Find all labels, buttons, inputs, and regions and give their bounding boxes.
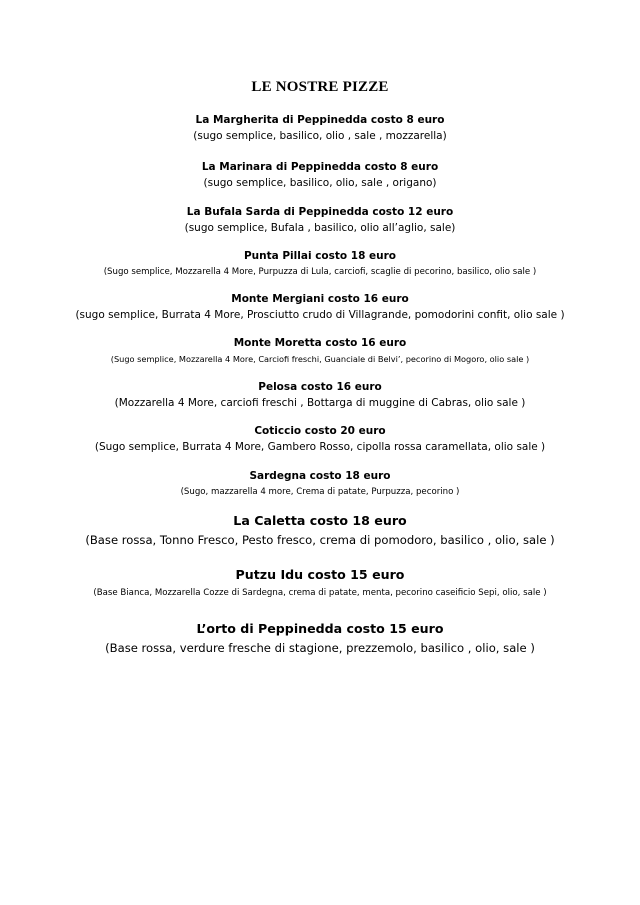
pizza-ingredients: (sugo semplice, Bufala , basilico, olio all’aglio, sale) <box>184 222 456 234</box>
pizza-ingredients: (Sugo, mazzarella 4 more, Crema di patate, Purpuzza, pecorino ) <box>180 487 460 497</box>
pizza-ingredients: (Base rossa, Tonno Fresco, Pesto fresco, crema di pomodoro, basilico , olio, sale ) <box>85 533 555 547</box>
pizza-name: Punta Pillai costo 18 euro <box>243 250 397 262</box>
pizza-name: Sardegna costo 18 euro <box>249 470 391 482</box>
pizza-name: La Bufala Sarda di Peppinedda costo 12 euro <box>186 206 454 218</box>
pizza-ingredients: (Base rossa, verdure fresche di stagione, prezzemolo, basilico , olio, sale ) <box>105 641 535 655</box>
pizza-ingredients: (Base Bianca, Mozzarella Cozze di Sardegna, crema di patate, menta, pecorino caseificio Sepi, olio, sale ) <box>93 588 547 598</box>
pizza-name: Pelosa costo 16 euro <box>258 381 382 393</box>
menu-item-orto-peppinedda <box>0 619 640 658</box>
pizza-name: L’orto di Peppinedda costo 15 euro <box>196 621 444 636</box>
pizza-ingredients: (Sugo semplice, Mozzarella 4 More, Carciofi freschi, Guanciale di Belvi’, pecorino di Mogoro, olio sale ) <box>110 354 530 364</box>
menu-item-putzu-idu <box>0 565 640 602</box>
pizza-ingredients: (sugo semplice, basilico, olio , sale , mozzarella) <box>193 130 447 142</box>
menu-item-punta-pillai <box>0 248 640 280</box>
menu-item-sardegna <box>0 468 640 500</box>
pizza-ingredients: (sugo semplice, basilico, olio, sale , origano) <box>203 177 437 189</box>
pizza-name: La Caletta costo 18 euro <box>233 513 407 528</box>
pizza-name: La Margherita di Peppinedda costo 8 euro <box>195 114 445 126</box>
pizza-name: Monte Moretta costo 16 euro <box>233 337 407 349</box>
pizza-ingredients: (Sugo semplice, Burrata 4 More, Gambero Rosso, cipolla rossa caramellata, olio sale ) <box>94 441 546 453</box>
menu-item-pelosa <box>0 379 640 412</box>
menu-item-margherita <box>0 112 640 145</box>
menu-item-coticcio <box>0 423 640 456</box>
menu-title: LE NOSTRE PIZZE <box>251 79 389 95</box>
pizza-ingredients: (sugo semplice, Burrata 4 More, Prosciutto crudo di Villagrande, pomodorini confit, olio sale ) <box>75 309 565 321</box>
menu-item-bufala-sarda <box>0 204 640 237</box>
pizza-ingredients: (Mozzarella 4 More, carciofi freschi , Bottarga di muggine di Cabras, olio sale ) <box>114 397 526 409</box>
menu-item-marinara <box>0 159 640 192</box>
pizza-name: Putzu Idu costo 15 euro <box>235 567 405 582</box>
menu-item-la-caletta <box>0 511 640 550</box>
pizza-name: Monte Mergiani costo 16 euro <box>231 293 409 305</box>
menu-item-monte-mergiani <box>0 291 640 324</box>
pizza-name: La Marinara di Peppinedda costo 8 euro <box>201 161 439 173</box>
pizza-ingredients: (Sugo semplice, Mozzarella 4 More, Purpuzza di Lula, carciofi, scaglie di pecorino, basilico, olio sale ) <box>103 267 537 277</box>
menu-item-monte-moretta <box>0 335 640 367</box>
pizza-name: Coticcio costo 20 euro <box>254 425 386 437</box>
